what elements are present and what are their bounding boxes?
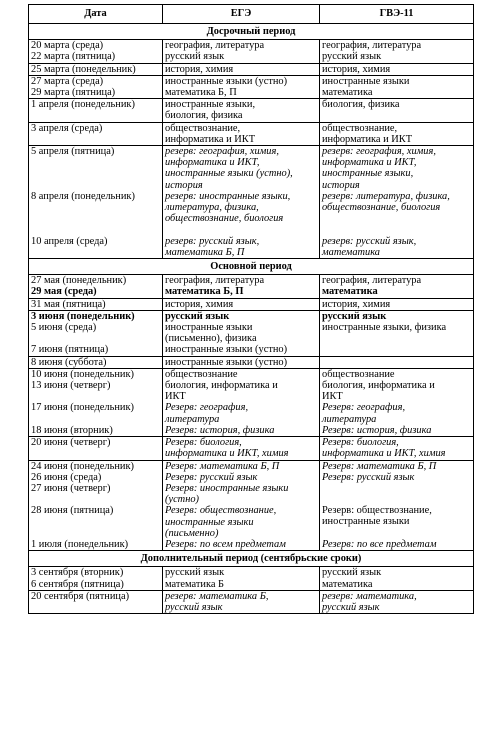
table-row bbox=[29, 437, 474, 460]
schedule-table bbox=[28, 4, 474, 614]
gve-cell bbox=[320, 460, 474, 551]
table-row bbox=[29, 63, 474, 75]
cell-line: Резерв: русский язык bbox=[322, 471, 415, 483]
header-ege: ЕГЭ bbox=[163, 5, 320, 24]
section-title: Досрочный период bbox=[29, 24, 474, 40]
gve-cell bbox=[320, 40, 474, 63]
blank-line bbox=[31, 333, 160, 344]
cell-line: история bbox=[322, 179, 360, 191]
cell-line: литература, физика, bbox=[165, 202, 259, 214]
cell-line: литература bbox=[322, 413, 377, 425]
cell-line: 13 июня (четверг) bbox=[31, 380, 111, 392]
cell-line: география, литература bbox=[165, 40, 265, 52]
section-row bbox=[29, 259, 474, 275]
cell-line: 29 мая (среда) bbox=[31, 286, 97, 298]
cell-line: Резерв: по все предметам bbox=[322, 538, 437, 550]
cell-line: иностранные языки bbox=[322, 516, 410, 528]
cell-line: 1 июля (понедельник) bbox=[31, 538, 129, 550]
cell-line: иностранные языки bbox=[165, 516, 254, 528]
cell-line: 17 июня (понедельник) bbox=[31, 402, 134, 414]
cell-line: русский язык bbox=[165, 310, 230, 322]
cell-line: русский язык bbox=[322, 601, 380, 613]
date-cell bbox=[29, 63, 163, 75]
gve-cell bbox=[320, 146, 474, 259]
cell-line: математика Б bbox=[165, 578, 225, 590]
ege-cell bbox=[163, 310, 320, 356]
ege-cell bbox=[163, 146, 320, 259]
cell-line: 26 июня (среда) bbox=[31, 471, 102, 483]
blank-line bbox=[322, 344, 471, 355]
cell-line: биология, информатика и bbox=[322, 380, 435, 392]
gve-cell bbox=[320, 122, 474, 145]
cell-line: русский язык bbox=[322, 567, 382, 579]
cell-line: резерв: литература, физика, bbox=[322, 190, 450, 202]
date-cell bbox=[29, 356, 163, 368]
cell-line: география, литература bbox=[322, 275, 422, 287]
cell-line: иностранные языки (устно), bbox=[165, 168, 293, 180]
ege-cell bbox=[163, 368, 320, 436]
cell-line: резерв: математика Б, bbox=[165, 590, 269, 602]
table-row bbox=[29, 368, 474, 436]
cell-line: информатика и ИКТ bbox=[165, 133, 256, 145]
table-row bbox=[29, 460, 474, 551]
cell-line: 10 апреля (среда) bbox=[31, 235, 108, 247]
cell-line: обществознание, bbox=[322, 122, 398, 134]
ege-cell bbox=[163, 275, 320, 298]
blank-line bbox=[31, 157, 160, 168]
cell-line: иностранные языки (устно) bbox=[165, 344, 288, 356]
gve-cell bbox=[320, 310, 474, 356]
cell-line: Резерв: история, физика bbox=[322, 424, 432, 436]
ege-cell bbox=[163, 63, 320, 75]
gve-cell bbox=[320, 368, 474, 436]
date-cell bbox=[29, 275, 163, 298]
cell-line: Резерв: по всем предметам bbox=[165, 538, 286, 550]
date-cell bbox=[29, 122, 163, 145]
ege-cell bbox=[163, 590, 320, 613]
cell-line: информатика и ИКТ, bbox=[322, 157, 417, 169]
cell-line: 29 марта (пятница) bbox=[31, 87, 116, 99]
ege-cell bbox=[163, 567, 320, 590]
cell-line: Резерв: русский язык bbox=[165, 471, 258, 483]
cell-line: (письменно) bbox=[165, 527, 219, 539]
blank-line bbox=[322, 213, 471, 224]
date-cell bbox=[29, 298, 163, 310]
table-row bbox=[29, 298, 474, 310]
blank-line bbox=[31, 202, 160, 213]
cell-line: математика Б, П bbox=[165, 246, 245, 258]
table-row bbox=[29, 567, 474, 590]
date-cell bbox=[29, 437, 163, 460]
date-cell bbox=[29, 40, 163, 63]
blank-line bbox=[31, 180, 160, 191]
ege-cell bbox=[163, 75, 320, 98]
cell-line: математика bbox=[322, 246, 381, 258]
cell-line: Резерв: обществознание, bbox=[322, 505, 432, 517]
blank-line bbox=[165, 224, 317, 235]
ege-cell bbox=[163, 356, 320, 368]
cell-line: география, литература bbox=[165, 275, 265, 287]
cell-line: резерв: география, химия, bbox=[322, 146, 436, 158]
cell-line: 25 марта (понедельник) bbox=[31, 63, 136, 75]
cell-line: Резерв: математика Б, П bbox=[322, 460, 437, 472]
cell-line: математика Б, П bbox=[165, 87, 237, 99]
cell-line: обществознание, биология bbox=[165, 213, 284, 225]
date-cell bbox=[29, 310, 163, 356]
cell-line: математика bbox=[322, 286, 378, 298]
cell-line: история, химия bbox=[165, 63, 234, 75]
blank-line bbox=[31, 391, 160, 402]
section-title: Основной период bbox=[29, 259, 474, 275]
cell-line: резерв: иностранные языки, bbox=[165, 190, 291, 202]
cell-line: математика bbox=[322, 578, 373, 590]
cell-line: иностранные языки (устно) bbox=[165, 356, 288, 368]
cell-line: ИКТ bbox=[165, 391, 186, 403]
cell-line: Резерв: география, bbox=[322, 402, 406, 414]
cell-line: иностранные языки bbox=[165, 322, 253, 334]
section-row bbox=[29, 551, 474, 567]
cell-line: география, литература bbox=[322, 40, 422, 52]
ege-cell bbox=[163, 460, 320, 551]
blank-line bbox=[322, 333, 471, 344]
blank-line bbox=[31, 517, 160, 528]
blank-line bbox=[31, 528, 160, 539]
cell-line: информатика и ИКТ bbox=[322, 133, 413, 145]
cell-line: 31 мая (пятница) bbox=[31, 298, 106, 310]
cell-line: 3 апреля (среда) bbox=[31, 122, 103, 134]
blank-line bbox=[322, 528, 471, 539]
cell-line: 10 июня (понедельник) bbox=[31, 368, 134, 380]
section-title: Дополнительный период (сентябрьские сроки) bbox=[29, 551, 474, 567]
cell-line: информатика и ИКТ, bbox=[165, 157, 260, 169]
cell-line: математика bbox=[322, 87, 373, 99]
cell-line: русский язык bbox=[165, 51, 225, 63]
cell-line: Резерв: математика Б, П bbox=[165, 460, 280, 472]
cell-line: Резерв: обществознание, bbox=[165, 505, 277, 517]
cell-line: (письменно), физика bbox=[165, 333, 257, 345]
date-cell bbox=[29, 590, 163, 613]
date-cell bbox=[29, 99, 163, 122]
table-row bbox=[29, 122, 474, 145]
cell-line: иностранные языки, физика bbox=[322, 322, 447, 334]
gve-cell bbox=[320, 298, 474, 310]
cell-line: 27 июня (четверг) bbox=[31, 482, 111, 494]
cell-line: 3 сентября (вторник) bbox=[31, 567, 124, 579]
cell-line: 24 июня (понедельник) bbox=[31, 460, 134, 472]
cell-line: 1 апреля (понедельник) bbox=[31, 99, 135, 111]
date-cell bbox=[29, 75, 163, 98]
cell-line: резерв: русский язык, bbox=[322, 235, 417, 247]
gve-cell bbox=[320, 567, 474, 590]
cell-line: 6 сентября (пятница) bbox=[31, 578, 124, 590]
cell-line: иностранные языки, bbox=[165, 99, 256, 111]
cell-line: история bbox=[165, 179, 203, 191]
cell-line: 27 марта (среда) bbox=[31, 75, 104, 87]
cell-line: иностранные языки (устно) bbox=[165, 75, 288, 87]
cell-line: русский язык bbox=[165, 567, 225, 579]
table-row bbox=[29, 356, 474, 368]
blank-line bbox=[31, 168, 160, 179]
cell-line: Резерв: история, физика bbox=[165, 424, 275, 436]
cell-line: 28 июня (пятница) bbox=[31, 505, 114, 517]
ege-cell bbox=[163, 122, 320, 145]
cell-line: биология, информатика и bbox=[165, 380, 278, 392]
cell-line: обществознание, биология bbox=[322, 202, 441, 214]
cell-line: резерв: география, химия, bbox=[165, 146, 279, 158]
cell-line: 27 мая (понедельник) bbox=[31, 275, 127, 287]
cell-line: Резерв: география, bbox=[165, 402, 249, 414]
cell-line: биология, физика bbox=[322, 99, 400, 111]
section-row bbox=[29, 24, 474, 40]
gve-cell bbox=[320, 437, 474, 460]
cell-line: история, химия bbox=[322, 63, 391, 75]
table-row bbox=[29, 75, 474, 98]
date-cell bbox=[29, 146, 163, 259]
date-cell bbox=[29, 368, 163, 436]
cell-line: 20 сентября (пятница) bbox=[31, 590, 130, 602]
gve-cell bbox=[320, 63, 474, 75]
cell-line: 20 марта (среда) bbox=[31, 40, 104, 52]
table-row bbox=[29, 590, 474, 613]
cell-line: 20 июня (четверг) bbox=[31, 437, 111, 449]
table-row bbox=[29, 275, 474, 298]
cell-line: Резерв: биология, bbox=[322, 437, 399, 449]
cell-line: математика Б, П bbox=[165, 286, 244, 298]
cell-line: русский язык bbox=[322, 51, 382, 63]
blank-line bbox=[322, 483, 471, 494]
blank-line bbox=[322, 224, 471, 235]
cell-line: 22 марта (пятница) bbox=[31, 51, 116, 63]
cell-line: история, химия bbox=[322, 298, 391, 310]
blank-line bbox=[31, 224, 160, 235]
gve-cell bbox=[320, 590, 474, 613]
cell-line: история, химия bbox=[165, 298, 234, 310]
schedule-body bbox=[29, 24, 474, 614]
cell-line: иностранные языки, bbox=[322, 168, 414, 180]
gve-cell bbox=[320, 275, 474, 298]
header-row bbox=[29, 5, 474, 24]
ege-cell bbox=[163, 298, 320, 310]
gve-cell bbox=[320, 356, 474, 368]
cell-line: ИКТ bbox=[322, 391, 343, 403]
cell-line: Резерв: биология, bbox=[165, 437, 242, 449]
cell-line: биология, физика bbox=[165, 110, 243, 122]
cell-line: обществознание bbox=[322, 368, 395, 380]
cell-line: информатика и ИКТ, химия bbox=[165, 448, 289, 460]
blank-line bbox=[31, 213, 160, 224]
date-cell bbox=[29, 567, 163, 590]
blank-line bbox=[322, 494, 471, 505]
cell-line: (устно) bbox=[165, 494, 199, 506]
date-cell bbox=[29, 460, 163, 551]
blank-line bbox=[31, 414, 160, 425]
gve-cell bbox=[320, 75, 474, 98]
table-row bbox=[29, 146, 474, 259]
cell-line: резерв: математика, bbox=[322, 590, 417, 602]
cell-line: русский язык bbox=[322, 310, 387, 322]
cell-line: иностранные языки bbox=[322, 75, 410, 87]
cell-line: обществознание, bbox=[165, 122, 241, 134]
ege-cell bbox=[163, 40, 320, 63]
cell-line: 18 июня (вторник) bbox=[31, 424, 113, 436]
cell-line: Резерв: иностранные языки bbox=[165, 482, 289, 494]
table-row bbox=[29, 310, 474, 356]
cell-line: 5 апреля (пятница) bbox=[31, 146, 115, 158]
header-date: Дата bbox=[29, 5, 163, 24]
cell-line: информатика и ИКТ, химия bbox=[322, 448, 446, 460]
table-row bbox=[29, 40, 474, 63]
header-gve: ГВЭ-11 bbox=[320, 5, 474, 24]
gve-cell bbox=[320, 99, 474, 122]
cell-line: литература bbox=[165, 413, 220, 425]
ege-cell bbox=[163, 99, 320, 122]
cell-line: 7 июня (пятница) bbox=[31, 344, 109, 356]
cell-line: 8 апреля (понедельник) bbox=[31, 190, 135, 202]
cell-line: 3 июня (понедельник) bbox=[31, 310, 135, 322]
table-row bbox=[29, 99, 474, 122]
blank-line bbox=[31, 494, 160, 505]
cell-line: резерв: русский язык, bbox=[165, 235, 260, 247]
cell-line: 5 июня (среда) bbox=[31, 322, 97, 334]
cell-line: русский язык bbox=[165, 601, 223, 613]
ege-cell bbox=[163, 437, 320, 460]
cell-line: обществознание bbox=[165, 368, 238, 380]
cell-line: 8 июня (суббота) bbox=[31, 356, 107, 368]
